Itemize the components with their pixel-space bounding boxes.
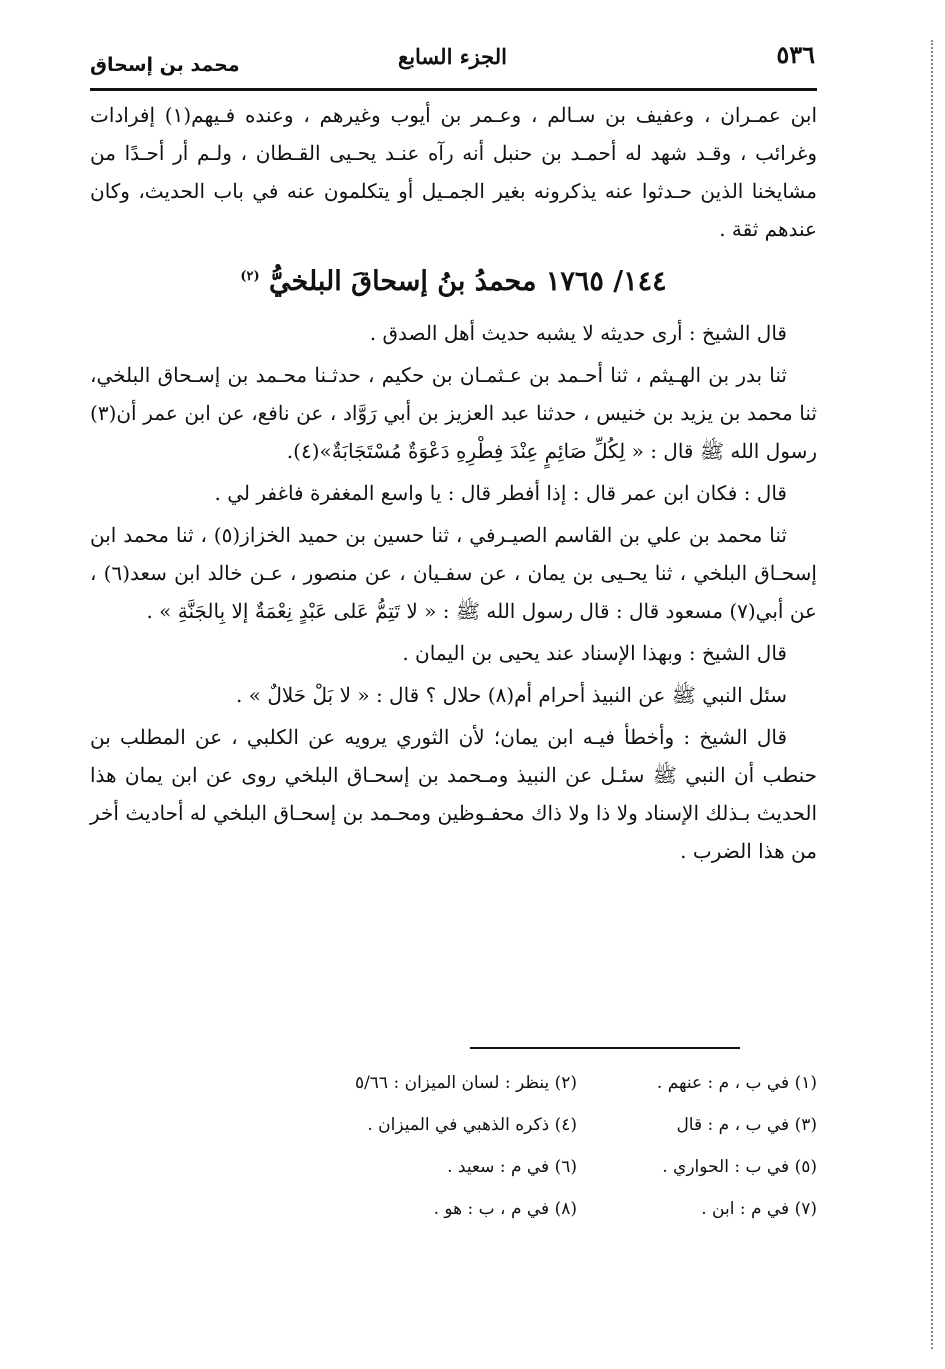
entry-title [90, 258, 817, 306]
footnote-4: (٤) ذكره الذهبي في الميزان . [367, 1115, 577, 1135]
entry-title-note: (٢) [240, 269, 260, 284]
running-title: محمد بن إسحاق [90, 54, 240, 76]
footnote-7: (٧) في م : ابن . [701, 1199, 817, 1219]
footnote-2: (٢) ينظر : لسان الميزان : ٥/٦٦ [354, 1073, 577, 1093]
body-text [90, 96, 817, 874]
paragraph-5: ثنا محمد بن علي بن القاسم الصيـرفي ، ثنا حسين بن حميد الخزاز(٥) ، ثنا محمد ابن إسحـاق البلخي ، ثنا يحـيى بن يمان ، عن سفـيان ، عن منصور ، عـن خالد ابن سعد(٦) ، عن أبي(٧) مسعود قال : قال رسول الله ﷺ : « لا تَتِمُّ عَلى عَبْدٍ نِعْمَةٌ إلا بِالجَنَّةِ » . [90, 523, 817, 623]
paragraph-4: قال : فكان ابن عمر قال : إذا أفطر قال : يا واسع المغفرة فاغفر لي . [214, 481, 787, 505]
footnotes [300, 1062, 817, 1230]
page-number: ٥٣٦ [776, 40, 815, 69]
paragraph-2: قال الشيخ : أرى حديثه لا يشبه حديث أهل الصدق . [369, 321, 787, 345]
footnote-3: (٣) في ب ، م : قال [676, 1115, 817, 1135]
paragraph-7: سئل النبي ﷺ عن النبيذ أحرام أم(٨) حلال ؟ قال : « لا بَلْ حَلالٌ » . [236, 683, 787, 707]
header-rule [90, 88, 817, 91]
paragraph-6: قال الشيخ : وبهذا الإسناد عند يحيى بن اليمان . [402, 641, 787, 665]
entry-title-text: ١٤٤/ ١٧٦٥ محمدُ بنُ إسحاقَ البلخيُّ [269, 266, 667, 297]
paragraph-8: قال الشيخ : وأخطأ فيـه ابن يمان؛ لأن الثوري يرويه عن الكلبي ، عن المطلب بن حنطب أن النبي ﷺ سئـل عن النبيذ ومـحمد بن إسحـاق البلخي روى عن ابن يمان هذا الحديث بـذلك الإسناد ولا ذا ولا ذاك محفـوظين ومحـمد بن إسحـاق البلخي له أحاديث أخر من هذا الضرب . [90, 725, 817, 863]
footnote-6: (٦) في م : سعيد . [447, 1157, 577, 1177]
paragraph-1: ابن عمـران ، وعفيف بن سـالم ، وعـمر بن أيوب وغيرهم ، وعنده فـيهم(١) إفرادات وغرائب ، وقـد شهد له أحمـد بن حنبل أنه رآه عنـد يحـيى القـطان ، ولـم أر أحـدًا من مشايخنا الذين حـدثوا عنه يذكرونه بغير الجمـيل أو يتكلمون عنه في باب الحديث، وكان عندهم ثقة . [90, 103, 817, 241]
paragraph-3: ثنا بدر بن الهـيثم ، ثنا أحـمد بن عـثمـان بن حكيم ، حدثـنا محـمد بن إسـحاق البلخي، ثنا محمد بن يزيد بن خنيس ، حدثنا عبد العزيز بن أبي رَوَّاد ، عن نافع، عن ابن عمر أن(٣) رسول الله ﷺ قال : « لِكُلِّ صَائِمٍ عِنْدَ فِطْرِهِ دَعْوَةٌ مُسْتَجَابَةٌ»(٤). [90, 363, 817, 463]
footnote-rule [470, 1047, 740, 1049]
part-title: الجزء السابع [398, 44, 507, 69]
page-header [90, 40, 815, 90]
footnote-5: (٥) في ب : الحواري . [662, 1157, 817, 1177]
footnote-1: (١) في ب ، م : عنهم . [656, 1073, 817, 1093]
footnote-8: (٨) في م ، ب : هو . [433, 1199, 577, 1219]
scan-edge-dots [931, 40, 933, 1349]
